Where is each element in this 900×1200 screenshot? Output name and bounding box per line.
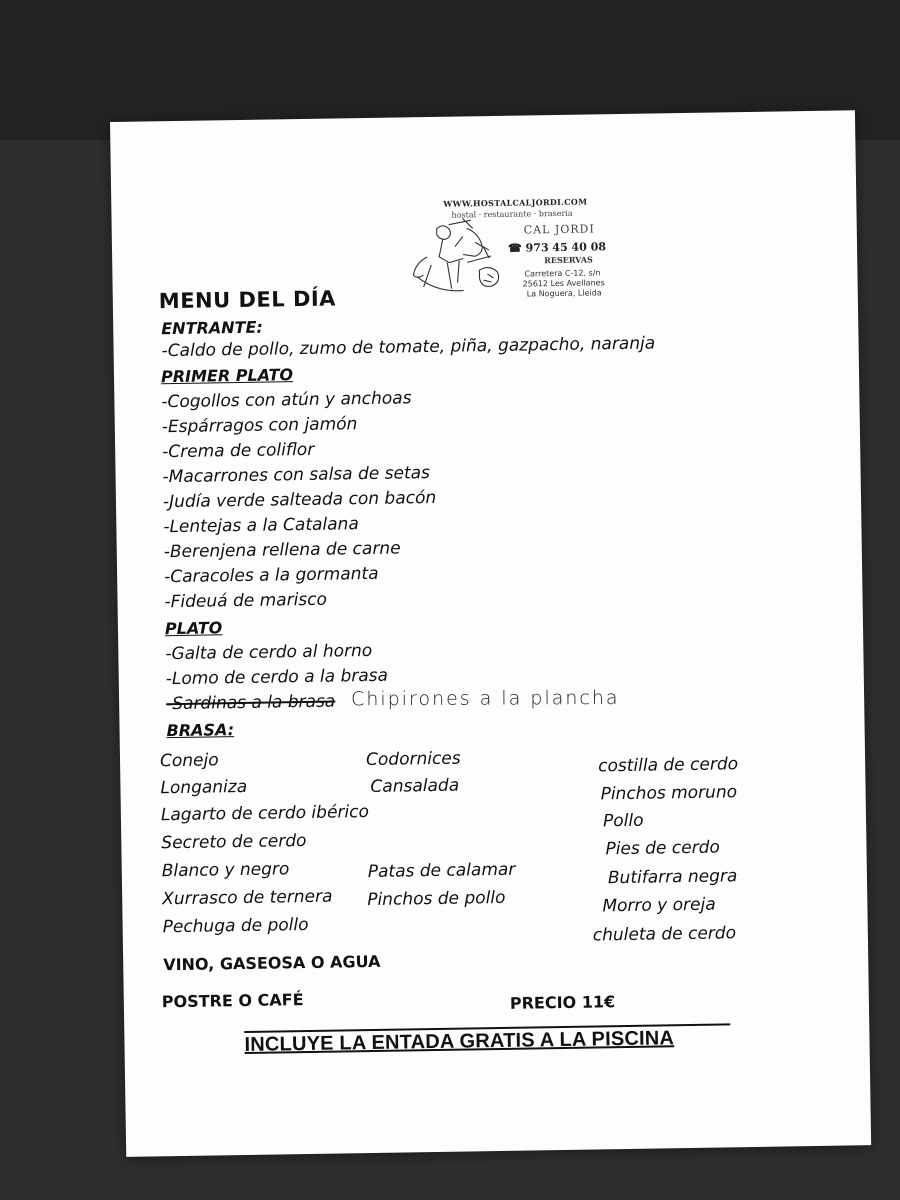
- brasa-item: Pechuga de pollo: [162, 914, 309, 938]
- brasa-item: Pinchos de pollo: [367, 887, 506, 911]
- handwritten-item: Chipirones a la plancha: [351, 686, 620, 711]
- knight-dragon-logo-icon: [397, 216, 518, 298]
- dessert-line: POSTRE O CAFÉ: [161, 990, 304, 1012]
- header-url: WWW.HOSTALCALJORDI.COM: [443, 196, 588, 209]
- header-subtitle: hostal · restaurante · braseria: [451, 208, 573, 220]
- address-line-2: 25612 Les Avellanes: [522, 278, 605, 289]
- drinks-line: VINO, GASEOSA O AGUA: [163, 951, 381, 975]
- primer-item: -Fideuá de marisco: [164, 589, 328, 613]
- plato-item: -Lomo de cerdo a la brasa: [165, 665, 389, 690]
- plato-heading: PLATO: [164, 618, 223, 639]
- header-phone-row: [508, 240, 606, 255]
- primer-item: -Judía verde salteada con bacón: [162, 487, 437, 513]
- primer-item: -Crema de coliflor: [162, 439, 315, 463]
- header-name: CAL JORDI: [523, 222, 595, 237]
- brasa-item: Conejo: [159, 750, 219, 772]
- phone-icon: ☎: [507, 241, 522, 255]
- brasa-item: Lagarto de cerdo ibérico: [160, 802, 370, 826]
- pool-banner: INCLUYE LA ENTADA GRATIS A LA PISCINA: [244, 1027, 675, 1056]
- entrante-heading: ENTRANTE:: [161, 317, 263, 339]
- primer-item: -Cogollos con atún y anchoas: [161, 388, 412, 413]
- brasa-item: Patas de calamar: [367, 859, 516, 883]
- brasa-item: Cansalada: [370, 775, 460, 797]
- brasa-item: Butifarra negra: [607, 866, 738, 889]
- brasa-item: Pollo: [602, 810, 644, 832]
- plato-item: -Galta de cerdo al horno: [165, 640, 373, 665]
- address-line-3: La Noguera, Lleida: [526, 288, 602, 299]
- menu-sheet: [110, 110, 871, 1157]
- plato-struck-item: -Sardinas a la brasa: [165, 691, 336, 715]
- primer-item: -Lentejas a la Catalana: [163, 514, 359, 538]
- primer-item: -Berenjena rellena de carne: [163, 538, 401, 563]
- brasa-item: Pinchos moruno: [600, 782, 738, 805]
- header-reservas: RESERVAS: [544, 254, 593, 266]
- brasa-item: chuleta de cerdo: [592, 923, 737, 946]
- entrante-item: -Caldo de pollo, zumo de tomate, piña, gazpacho, naranja: [161, 333, 656, 362]
- brasa-item: Pies de cerdo: [605, 837, 720, 860]
- brasa-heading: BRASA:: [166, 720, 235, 741]
- brasa-item: Codornices: [365, 748, 461, 771]
- brasa-item: Morro y oreja: [602, 894, 716, 917]
- primer-item: -Espárragos con jamón: [161, 414, 358, 438]
- brasa-item: Blanco y negro: [161, 859, 290, 882]
- price-label: PRECIO 11€: [509, 992, 616, 1013]
- header-phone: 973 45 40 08: [525, 240, 607, 255]
- brasa-item: costilla de cerdo: [598, 754, 739, 777]
- address-line-1: Carretera C-12, s/n: [524, 268, 601, 279]
- brasa-item: Xurrasco de ternera: [162, 886, 333, 910]
- primer-item: -Macarrones con salsa de setas: [162, 463, 431, 488]
- primer-item: -Caracoles a la gormanta: [163, 563, 379, 588]
- brasa-item: Longaniza: [160, 776, 248, 799]
- brasa-item: Secreto de cerdo: [161, 831, 307, 854]
- primer-plato-heading: PRIMER PLATO: [160, 365, 294, 387]
- menu-title: MENU DEL DÍA: [158, 286, 337, 314]
